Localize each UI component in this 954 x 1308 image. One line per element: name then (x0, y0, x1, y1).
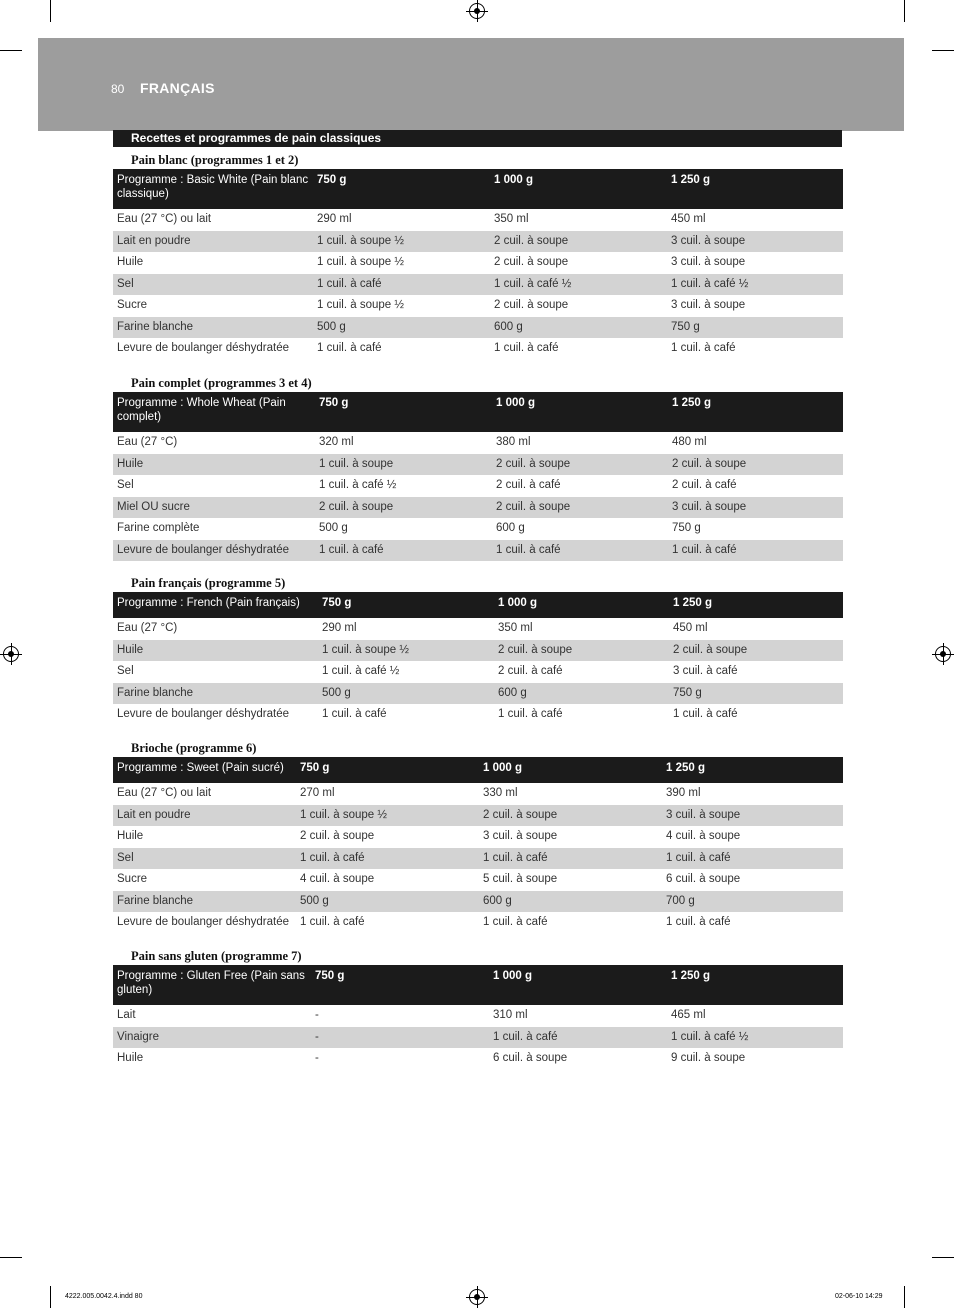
quantity-cell: 2 cuil. à soupe (490, 231, 667, 253)
ingredient-cell: Huile (113, 640, 318, 662)
quantity-cell: 1 cuil. à café (666, 916, 731, 928)
table-row (113, 1048, 843, 1070)
quantity-cell: 2 cuil. à soupe (494, 640, 669, 662)
ingredient-cell: Levure de boulanger déshydratée (117, 342, 289, 354)
ingredient-cell: Farine complète (117, 522, 200, 534)
crop-mark (0, 50, 22, 51)
ingredient-cell: Sel (117, 479, 134, 491)
size-header: 1 000 g (494, 592, 669, 618)
ingredient-cell: Sel (113, 274, 313, 296)
table-row (113, 891, 843, 913)
ingredient-cell: Eau (27 °C) (117, 436, 178, 448)
ingredient-cell: Huile (113, 454, 315, 476)
program-name-header: Programme : Sweet (Pain sucré) (113, 757, 296, 783)
quantity-cell: 3 cuil. à soupe (662, 805, 843, 827)
table-header-row (113, 965, 843, 1005)
quantity-cell: 750 g (672, 522, 701, 534)
crop-mark (932, 1257, 954, 1258)
size-header: 1 000 g (492, 392, 668, 432)
quantity-cell: 2 cuil. à soupe (315, 497, 492, 519)
table-row (113, 1005, 843, 1027)
table-row (113, 209, 843, 231)
quantity-cell: 350 ml (494, 213, 529, 225)
table-row (113, 869, 843, 891)
quantity-cell: 750 g (667, 317, 843, 339)
ingredient-cell: Huile (117, 1052, 144, 1064)
quantity-cell: 5 cuil. à soupe (483, 873, 558, 885)
size-header: 750 g (296, 757, 479, 783)
ingredient-cell: Eau (27 °C) (117, 622, 178, 634)
crop-mark (904, 1286, 905, 1308)
quantity-cell: 1 cuil. à café (313, 274, 490, 296)
quantity-cell: 700 g (662, 891, 843, 913)
quantity-cell: 1 cuil. à soupe ½ (318, 640, 494, 662)
registration-mark-icon (3, 646, 19, 662)
ingredient-cell: Farine blanche (113, 891, 296, 913)
quantity-cell: 2 cuil. à café (498, 665, 563, 677)
crop-mark (0, 1257, 22, 1258)
quantity-cell: 2 cuil. à soupe (300, 830, 375, 842)
quantity-cell: 9 cuil. à soupe (671, 1052, 746, 1064)
quantity-cell: 3 cuil. à soupe (671, 299, 746, 311)
crop-mark (932, 50, 954, 51)
table-row (113, 640, 843, 662)
quantity-cell: 4 cuil. à soupe (666, 830, 741, 842)
quantity-cell: 1 cuil. à café (296, 848, 479, 870)
quantity-cell: 750 g (669, 683, 843, 705)
quantity-cell: 6 cuil. à soupe (493, 1052, 568, 1064)
quantity-cell: 500 g (313, 317, 490, 339)
quantity-cell: 290 ml (322, 622, 357, 634)
quantity-cell: 600 g (496, 522, 525, 534)
quantity-cell: 1 cuil. à café ½ (490, 274, 667, 296)
table-row (113, 704, 843, 726)
program-name-header: Programme : Gluten Free (Pain sans gluten) (113, 965, 311, 1005)
quantity-cell: 1 cuil. à café (315, 540, 492, 562)
table-row (113, 497, 843, 519)
ingredient-cell: Miel OU sucre (113, 497, 315, 519)
size-header: 750 g (318, 592, 494, 618)
footer-date: 02-06-10 14:29 (835, 1293, 883, 1300)
table-row (113, 518, 843, 540)
size-header: 1 250 g (668, 392, 843, 432)
quantity-cell: 310 ml (493, 1009, 528, 1021)
table-row (113, 912, 843, 934)
quantity-cell: 500 g (296, 891, 479, 913)
quantity-cell: 2 cuil. à soupe (492, 454, 668, 476)
quantity-cell: 465 ml (671, 1009, 706, 1021)
ingredient-cell: Sucre (117, 299, 148, 311)
table-header-row (113, 592, 843, 618)
quantity-cell: 330 ml (483, 787, 518, 799)
quantity-cell: 1 cuil. à café ½ (319, 479, 397, 491)
registration-mark-icon (469, 1289, 485, 1305)
ingredient-cell: Sel (113, 848, 296, 870)
ingredient-cell: Lait en poudre (113, 231, 313, 253)
quantity-cell: 1 cuil. à soupe ½ (317, 299, 404, 311)
quantity-cell: 1 cuil. à café ½ (322, 665, 400, 677)
table-row (113, 432, 843, 454)
recipe-section (113, 739, 843, 934)
quantity-cell: 2 cuil. à soupe (669, 640, 843, 662)
size-header: 1 000 g (479, 757, 662, 783)
table-row (113, 475, 843, 497)
table-row (113, 661, 843, 683)
size-header: 1 000 g (490, 169, 667, 209)
quantity-cell: 3 cuil. à café (673, 665, 738, 677)
size-header: 1 000 g (489, 965, 667, 1005)
quantity-cell: 3 cuil. à soupe (667, 231, 843, 253)
quantity-cell: 2 cuil. à soupe (479, 805, 662, 827)
recipe-table (113, 757, 843, 934)
crop-mark (904, 0, 905, 22)
registration-mark-icon (935, 646, 951, 662)
ingredient-cell: Sel (117, 665, 134, 677)
ingredient-cell: Lait (117, 1009, 136, 1021)
quantity-cell: - (311, 1027, 489, 1049)
table-row (113, 1027, 843, 1049)
size-header: 1 250 g (662, 757, 843, 783)
quantity-cell: 2 cuil. à soupe (494, 299, 569, 311)
ingredient-cell: Huile (117, 256, 144, 268)
ingredient-cell: Levure de boulanger déshydratée (113, 540, 315, 562)
quantity-cell: - (315, 1009, 319, 1021)
footer-file-info: 4222.005.0042.4.indd 80 (65, 1293, 143, 1300)
table-row (113, 338, 843, 360)
size-header: 1 250 g (669, 592, 843, 618)
ingredient-cell: Vinaigre (113, 1027, 311, 1049)
table-header-row (113, 169, 843, 209)
ingredient-cell: Farine blanche (113, 683, 318, 705)
size-header: 750 g (313, 169, 490, 209)
quantity-cell: 500 g (319, 522, 348, 534)
quantity-cell: 3 cuil. à soupe (671, 256, 746, 268)
table-row (113, 317, 843, 339)
table-row (113, 805, 843, 827)
quantity-cell: 1 cuil. à café (673, 708, 738, 720)
size-header: 1 250 g (667, 965, 843, 1005)
program-name-header: Programme : French (Pain français) (113, 592, 318, 618)
crop-mark (50, 1286, 51, 1308)
quantity-cell: 1 cuil. à café (317, 342, 382, 354)
quantity-cell: 2 cuil. à soupe (494, 256, 569, 268)
table-row (113, 274, 843, 296)
quantity-cell: 290 ml (317, 213, 352, 225)
page-number: 80 (111, 82, 125, 96)
program-name-header: Programme : Whole Wheat (Pain complet) (113, 392, 315, 432)
size-header: 1 250 g (667, 169, 843, 209)
quantity-cell: 6 cuil. à soupe (666, 873, 741, 885)
quantity-cell: 320 ml (319, 436, 354, 448)
quantity-cell: 2 cuil. à soupe (668, 454, 843, 476)
ingredient-cell: Lait en poudre (113, 805, 296, 827)
ingredient-cell: Huile (117, 830, 144, 842)
recipe-section (113, 151, 843, 360)
quantity-cell: 1 cuil. à café (322, 708, 387, 720)
table-row (113, 231, 843, 253)
section-title: Pain sans gluten (programme 7) (131, 949, 302, 963)
quantity-cell: 1 cuil. à café (479, 848, 662, 870)
ingredient-cell: Levure de boulanger déshydratée (117, 708, 289, 720)
quantity-cell: 1 cuil. à café (483, 916, 548, 928)
table-header-row (113, 757, 843, 783)
quantity-cell: 1 cuil. à café ½ (667, 274, 843, 296)
language-heading: FRANÇAIS (140, 80, 215, 96)
quantity-cell: 1 cuil. à soupe ½ (313, 231, 490, 253)
quantity-cell: 480 ml (672, 436, 707, 448)
section-title: Pain français (programme 5) (131, 576, 286, 590)
quantity-cell: 600 g (490, 317, 667, 339)
quantity-cell: 500 g (318, 683, 494, 705)
table-row (113, 252, 843, 274)
quantity-cell: 450 ml (673, 622, 708, 634)
table-row (113, 618, 843, 640)
quantity-cell: 4 cuil. à soupe (300, 873, 375, 885)
table-row (113, 540, 843, 562)
quantity-cell: 380 ml (496, 436, 531, 448)
quantity-cell: 600 g (494, 683, 669, 705)
quantity-cell: 2 cuil. à café (672, 479, 737, 491)
table-row (113, 826, 843, 848)
table-row (113, 454, 843, 476)
quantity-cell: 1 cuil. à café (671, 342, 736, 354)
quantity-cell: 1 cuil. à café (668, 540, 843, 562)
table-header-row (113, 392, 843, 432)
quantity-cell: 450 ml (671, 213, 706, 225)
ingredient-cell: Eau (27 °C) ou lait (117, 787, 212, 799)
ingredient-cell: Farine blanche (113, 317, 313, 339)
quantity-cell: 1 cuil. à café (492, 540, 668, 562)
table-row (113, 683, 843, 705)
ingredient-cell: Sucre (117, 873, 148, 885)
quantity-cell: 2 cuil. à soupe (492, 497, 668, 519)
table-row (113, 848, 843, 870)
quantity-cell: 3 cuil. à soupe (483, 830, 558, 842)
quantity-cell: 1 cuil. à café (300, 916, 365, 928)
recipe-table (113, 592, 843, 726)
table-row (113, 783, 843, 805)
quantity-cell: 1 cuil. à soupe (315, 454, 492, 476)
registration-mark-icon (469, 3, 485, 19)
recipe-section (113, 574, 843, 726)
quantity-cell: 2 cuil. à café (496, 479, 561, 491)
quantity-cell: 3 cuil. à soupe (668, 497, 843, 519)
crop-mark (50, 0, 51, 22)
recipe-section (113, 374, 843, 561)
quantity-cell: 1 cuil. à café (662, 848, 843, 870)
quantity-cell: 350 ml (498, 622, 533, 634)
section-title: Pain blanc (programmes 1 et 2) (131, 153, 299, 167)
recipe-section (113, 947, 843, 1070)
size-header: 750 g (311, 965, 489, 1005)
section-title: Pain complet (programmes 3 et 4) (131, 376, 312, 390)
quantity-cell: - (315, 1052, 319, 1064)
quantity-cell: 1 cuil. à soupe ½ (317, 256, 404, 268)
table-row (113, 295, 843, 317)
quantity-cell: 1 cuil. à café (498, 708, 563, 720)
quantity-cell: 390 ml (666, 787, 701, 799)
quantity-cell: 1 cuil. à café ½ (667, 1027, 843, 1049)
recipe-table (113, 965, 843, 1070)
section-title: Brioche (programme 6) (131, 741, 257, 755)
ingredient-cell: Eau (27 °C) ou lait (117, 213, 212, 225)
quantity-cell: 1 cuil. à café (494, 342, 559, 354)
section-title-bar: Recettes et programmes de pain classiques (113, 130, 842, 147)
recipe-table (113, 392, 843, 561)
quantity-cell: 1 cuil. à café (489, 1027, 667, 1049)
program-name-header: Programme : Basic White (Pain blanc classique) (113, 169, 313, 209)
size-header: 750 g (315, 392, 492, 432)
ingredient-cell: Levure de boulanger déshydratée (117, 916, 289, 928)
recipe-table (113, 169, 843, 360)
quantity-cell: 600 g (479, 891, 662, 913)
quantity-cell: 270 ml (300, 787, 335, 799)
quantity-cell: 1 cuil. à soupe ½ (296, 805, 479, 827)
